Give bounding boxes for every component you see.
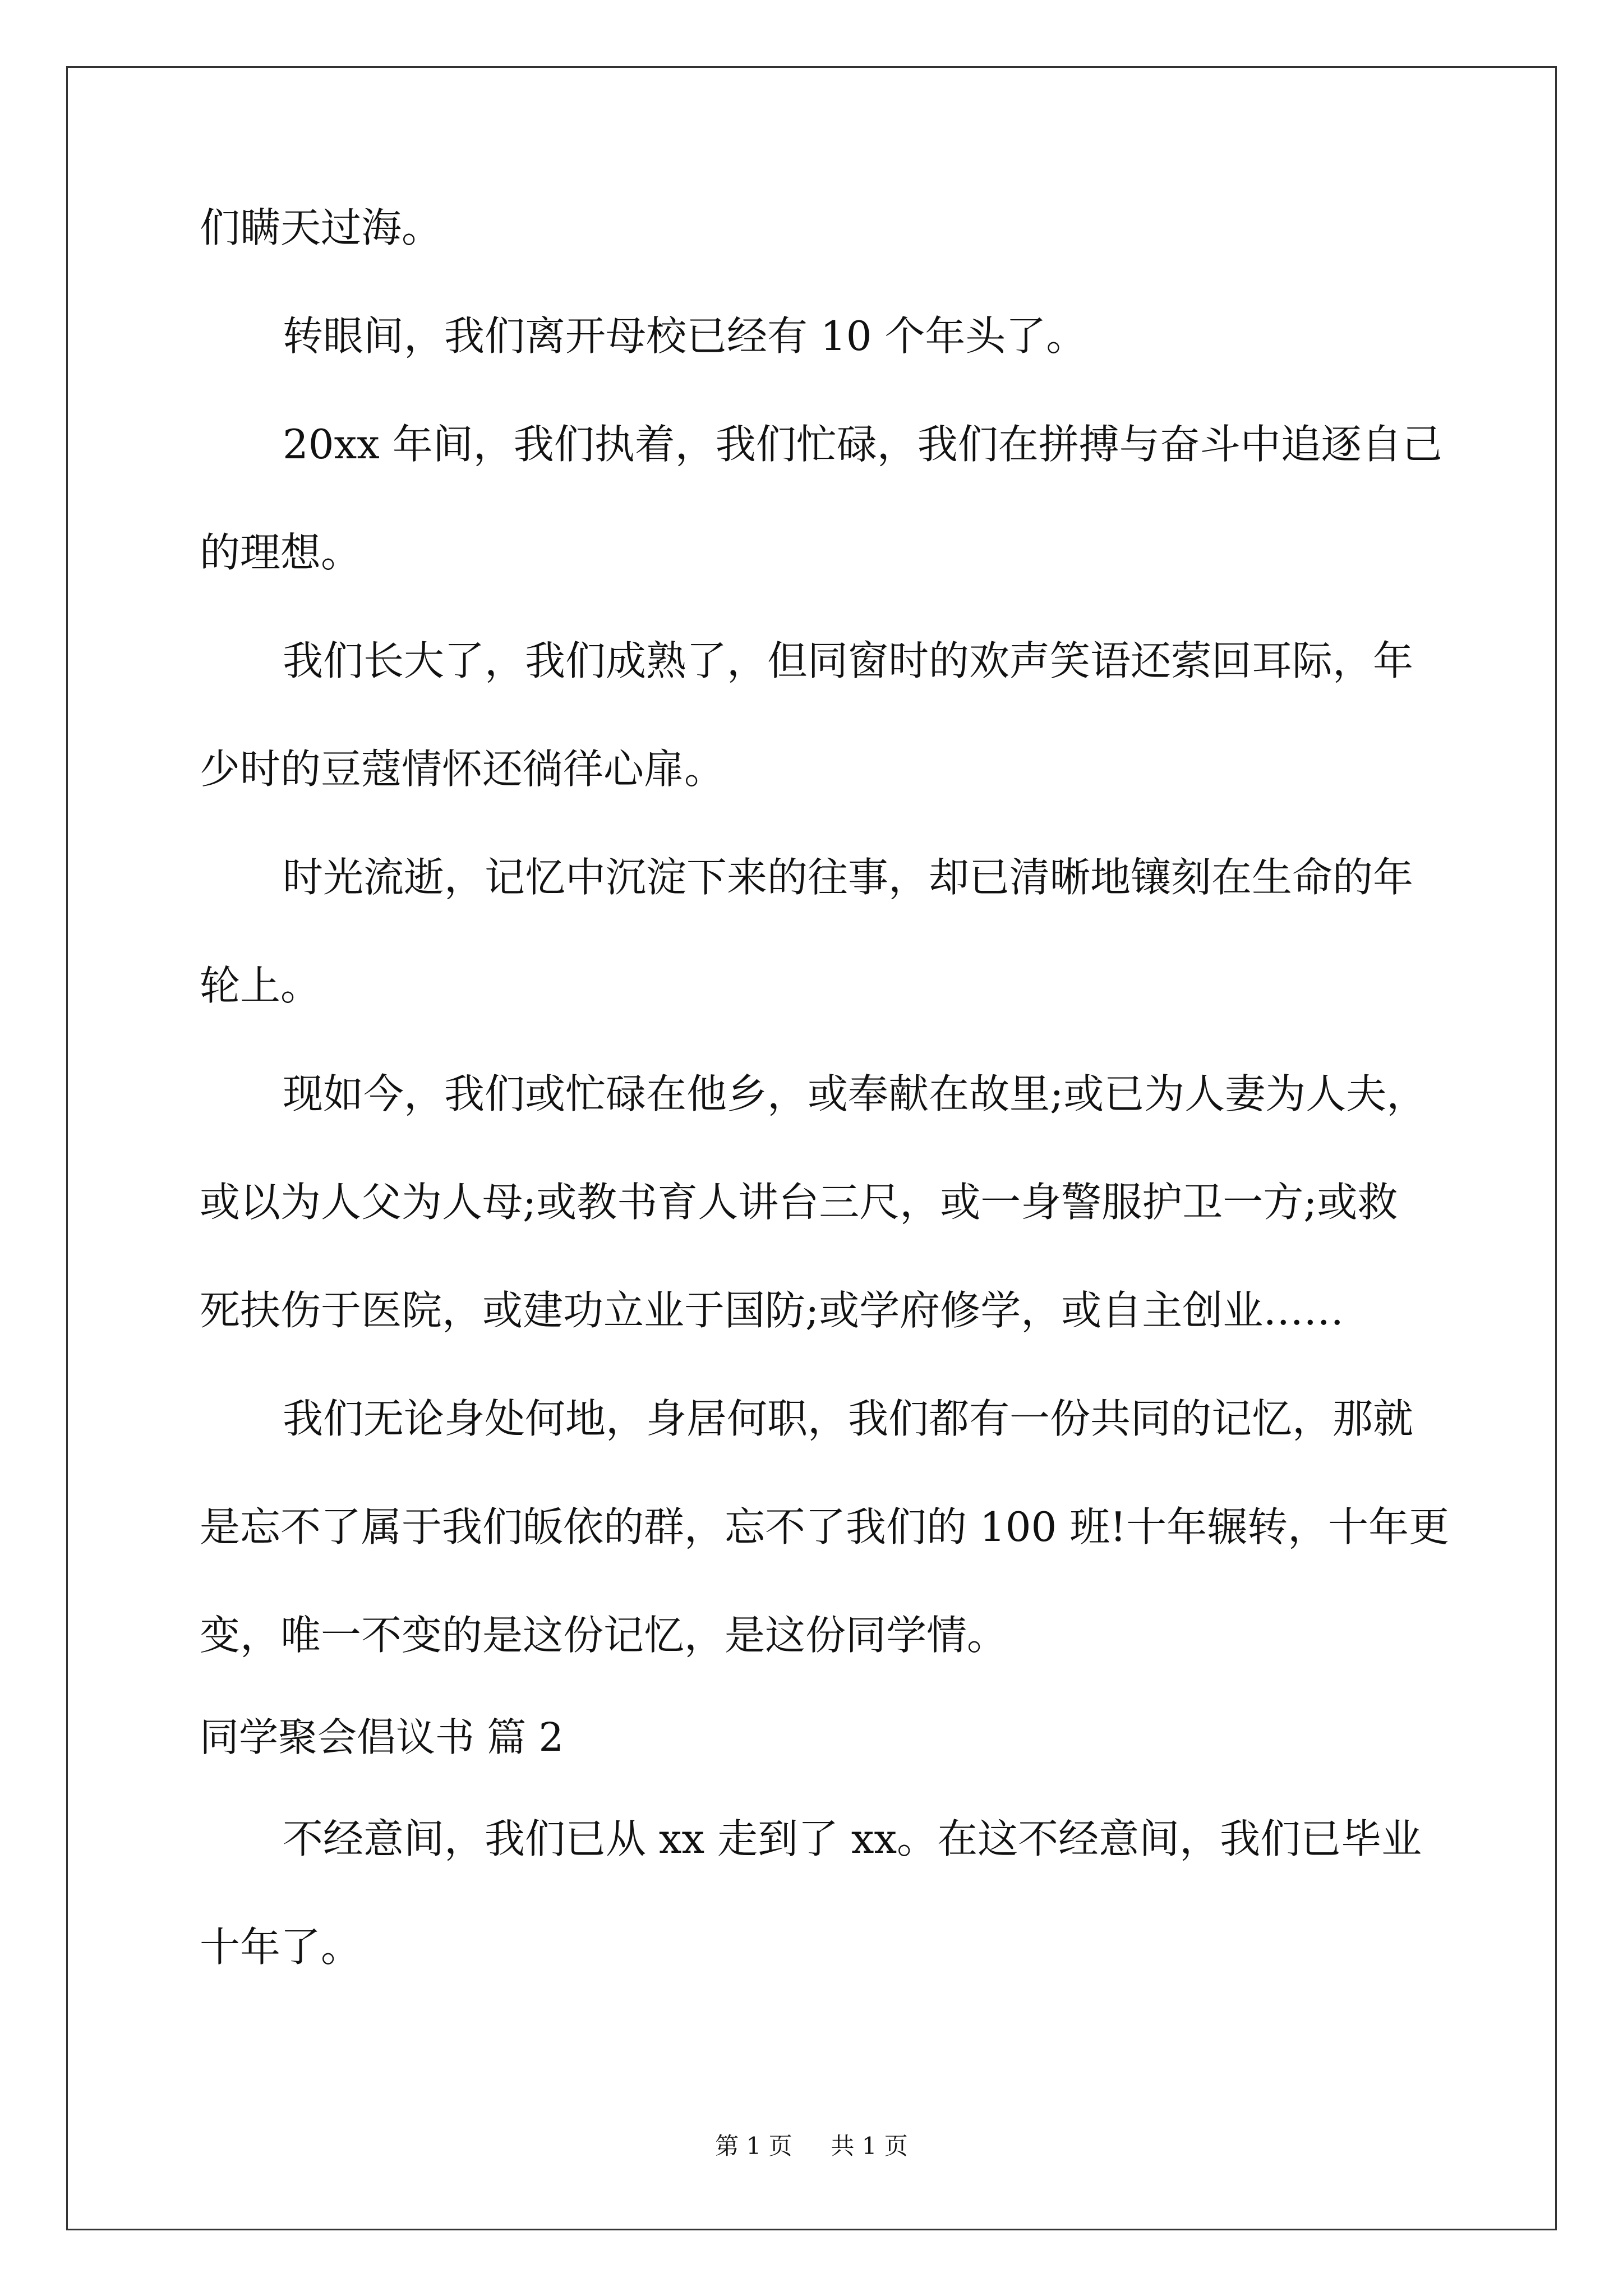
- paragraph-line: 十年了。: [200, 1924, 362, 1971]
- page-border: [66, 66, 1557, 2230]
- paragraph-line: 20xx 年间，我们执着，我们忙碌，我们在拼搏与奋斗中追逐自己: [283, 421, 1442, 468]
- section-heading: 同学聚会倡议书 篇 2: [200, 1714, 564, 1760]
- paragraph-line: 我们长大了，我们成熟了，但同窗时的欢声笑语还萦回耳际，年: [283, 637, 1414, 684]
- paragraph-line: 少时的豆蔻情怀还徜徉心扉。: [200, 746, 725, 793]
- paragraph-line: 转眼间，我们离开母校已经有 10 个年头了。: [283, 312, 1087, 360]
- paragraph-line: 不经意间，我们已从 xx 走到了 xx。在这不经意间，我们已毕业: [283, 1815, 1422, 1862]
- paragraph-line: 或以为人父为人母;或教书育人讲台三尺，或一身警服护卫一方;或救: [200, 1179, 1398, 1226]
- page-footer: [0, 2134, 1623, 2158]
- page-number: 第 1 页: [715, 2132, 792, 2160]
- paragraph-line: 现如今，我们或忙碌在他乡，或奉献在故里;或已为人妻为人夫，: [283, 1070, 1427, 1117]
- page-total: 共 1 页: [831, 2132, 908, 2160]
- paragraph-line: 轮上。: [200, 962, 321, 1009]
- paragraph-line: 的理想。: [200, 529, 362, 576]
- paragraph-line: 时光流逝，记忆中沉淀下来的往事，却已清晰地镶刻在生命的年: [283, 854, 1414, 901]
- paragraph-line: 是忘不了属于我们皈依的群，忘不了我们的 100 班!十年辗转，十年更: [200, 1503, 1450, 1550]
- paragraph-line: 变，唯一不变的是这份记忆，是这份同学情。: [200, 1612, 1008, 1659]
- paragraph-line: 们瞒天过海。: [200, 204, 442, 251]
- paragraph-line: 死扶伤于医院，或建功立业于国防;或学府修学，或自主创业……: [200, 1287, 1344, 1334]
- paragraph-line: 我们无论身处何地，身居何职，我们都有一份共同的记忆，那就: [283, 1395, 1414, 1442]
